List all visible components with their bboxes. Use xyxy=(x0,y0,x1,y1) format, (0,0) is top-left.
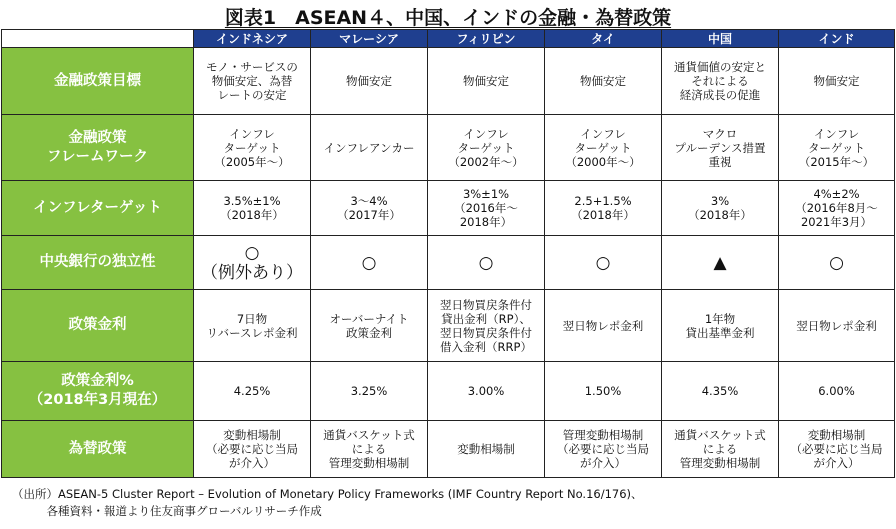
table-cell: モノ・サービスの 物価安定、為替 レートの安定 xyxy=(194,48,311,115)
table-cell: 3.5%±1% （2018年） xyxy=(194,181,311,236)
table-row xyxy=(2,236,895,290)
table-cell: 3～4% （2017年） xyxy=(311,181,428,236)
table-cell: 3% （2018年） xyxy=(662,181,779,236)
table-cell: 3.00% xyxy=(428,362,545,421)
page-title: 図表1 ASEAN４、中国、インドの金融・為替政策 xyxy=(224,7,672,29)
table-cell: 変動相場制 （必要に応じ当局 が介入） xyxy=(194,421,311,478)
independence-mark: ▲ xyxy=(662,236,779,290)
column-header: マレーシア xyxy=(311,30,428,48)
table-cell: 変動相場制 （必要に応じ当局 が介入） xyxy=(779,421,895,478)
table-cell: 管理変動相場制 （必要に応じ当局 が介入） xyxy=(545,421,662,478)
row-header: 中央銀行の独立性 xyxy=(2,236,194,290)
table-cell: インフレアンカー xyxy=(311,115,428,181)
table-row xyxy=(2,115,895,181)
table-cell: 2.5+1.5% （2018年） xyxy=(545,181,662,236)
table-row xyxy=(2,290,895,362)
independence-mark: ○ xyxy=(428,236,545,290)
policy-table xyxy=(1,29,895,478)
table-cell: インフレ ターゲット （2005年～） xyxy=(194,115,311,181)
table-cell: 翌日物レポ金利 xyxy=(779,290,895,362)
source-line: （出所）ASEAN-5 Cluster Report – Evolution of Monetary Policy Frameworks (IMF Country Report No.16/176)、 xyxy=(12,487,643,501)
independence-mark: ○ xyxy=(311,236,428,290)
column-header: タイ xyxy=(545,30,662,48)
row-header: 政策金利% （2018年3月現在） xyxy=(2,362,194,421)
table-row xyxy=(2,362,895,421)
table-cell: 変動相場制 xyxy=(428,421,545,478)
table-cell: 1.50% xyxy=(545,362,662,421)
row-header: 政策金利 xyxy=(2,290,194,362)
table-row xyxy=(2,181,895,236)
table-cell: 3.25% xyxy=(311,362,428,421)
table-cell: 4.35% xyxy=(662,362,779,421)
table-cell: 物価安定 xyxy=(545,48,662,115)
table-cell: 通貨バスケット式 による 管理変動相場制 xyxy=(662,421,779,478)
table-row xyxy=(2,48,895,115)
table-cell: 物価安定 xyxy=(779,48,895,115)
table-cell: 物価安定 xyxy=(311,48,428,115)
independence-mark: ○ xyxy=(545,236,662,290)
table-cell: 翌日物買戻条件付 貸出金利（RP）、 翌日物買戻条件付 借入金利（RRP） xyxy=(428,290,545,362)
table-cell: インフレ ターゲット （2002年～） xyxy=(428,115,545,181)
source-line: 各種資料・報道より住友商事グローバルリサーチ作成 xyxy=(12,504,322,518)
table-cell: インフレ ターゲット （2000年～） xyxy=(545,115,662,181)
table-cell: オーバーナイト 政策金利 xyxy=(311,290,428,362)
column-header: 中国 xyxy=(662,30,779,48)
corner-cell xyxy=(2,30,194,48)
table-cell: 3%±1% （2016年～ 2018年） xyxy=(428,181,545,236)
table-cell: 1年物 貸出基準金利 xyxy=(662,290,779,362)
row-header: 金融政策 フレームワーク xyxy=(2,115,194,181)
table-cell: 通貨価値の安定と それによる 経済成長の促進 xyxy=(662,48,779,115)
source-note xyxy=(12,486,643,520)
table-cell: インフレ ターゲット （2015年～） xyxy=(779,115,895,181)
table-cell: 4%±2% （2016年8月～ 2021年3月） xyxy=(779,181,895,236)
row-header: 金融政策目標 xyxy=(2,48,194,115)
table-cell: 物価安定 xyxy=(428,48,545,115)
column-header: フィリピン xyxy=(428,30,545,48)
table-cell: マクロ プルーデンス措置 重視 xyxy=(662,115,779,181)
table-cell: 7日物 リバースレポ金利 xyxy=(194,290,311,362)
header-row xyxy=(2,30,895,48)
table-row xyxy=(2,421,895,478)
column-header: インドネシア xyxy=(194,30,311,48)
row-header: インフレターゲット xyxy=(2,181,194,236)
table-cell: 4.25% xyxy=(194,362,311,421)
table-cell: 通貨バスケット式 による 管理変動相場制 xyxy=(311,421,428,478)
row-header: 為替政策 xyxy=(2,421,194,478)
column-header: インド xyxy=(779,30,895,48)
table-cell: 翌日物レポ金利 xyxy=(545,290,662,362)
independence-mark: ○ xyxy=(779,236,895,290)
independence-mark: ○ （例外あり） xyxy=(194,236,311,290)
table-cell: 6.00% xyxy=(779,362,895,421)
